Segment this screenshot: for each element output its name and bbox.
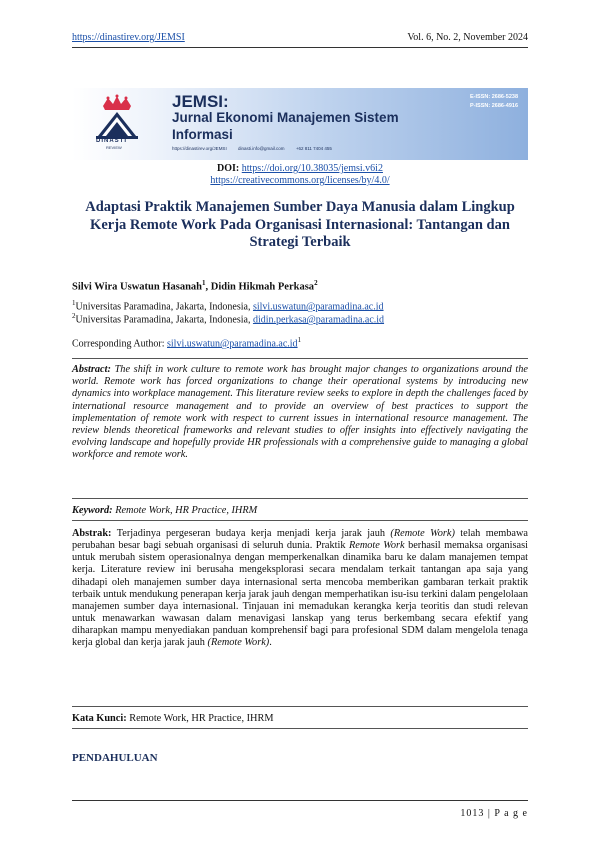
abstract-id-part-1: Terjadinya pergeseran budaya kerja menjadi kerja jarak jauh <box>116 528 386 539</box>
contact-web: https://dinastirev.org/JEMSI <box>172 146 227 151</box>
keywords-indonesian <box>72 713 528 724</box>
divider-kata-kunci-top <box>72 706 528 707</box>
corr-email-link[interactable]: silvi.uswatun@paramadina.ac.id <box>167 338 298 350</box>
corresponding-author: Corresponding Author: $silvi.uswatun@paramadina.ac.id^1$ <box>72 336 302 350</box>
eissn: E-ISSN: 2686-5238 <box>470 94 518 100</box>
footer-divider <box>72 800 528 801</box>
issn-block <box>470 93 518 111</box>
affiliation-2-text: Universitas Paramadina, Jakarta, Indonesia, <box>75 314 251 326</box>
abstract-id-label: Abstrak: <box>72 528 112 539</box>
affiliation-1-text: Universitas Paramadina, Jakarta, Indonesia, <box>75 301 251 313</box>
abstract-id-italic-1: (Remote Work) <box>390 528 455 539</box>
divider-kata-kunci-bottom <box>72 728 528 729</box>
journal-full-name: Jurnal Ekonomi Manajemen Sistem Informasi <box>172 110 399 142</box>
header-divider <box>72 47 528 48</box>
logo-text: DINASTI <box>96 138 127 144</box>
contact-line <box>172 146 342 151</box>
keyword-id-value: Remote Work, HR Practice, IHRM <box>129 713 274 724</box>
divider-keyword-top <box>72 498 528 499</box>
keyword-id-label: Kata Kunci: <box>72 713 127 724</box>
journal-url-link[interactable]: https://dinastirev.org/JEMSI <box>72 32 185 43</box>
affiliation-1: $^1$Universitas Paramadina, Jakarta, Indonesia, silvi.uswatun@paramadina.ac.id <box>72 299 384 313</box>
license-link[interactable]: https://creativecommons.org/licenses/by/4.0/ <box>210 175 390 186</box>
abstract-english <box>72 364 528 462</box>
doi-link[interactable]: https://doi.org/10.38035/jemsi.v6i2 <box>241 163 383 174</box>
pissn: P-ISSN: 2686-4916 <box>470 103 518 109</box>
paper-title: Adaptasi Praktik Manajemen Sumber Daya Manusia dalam Lingkup Kerja Remote Work Pada Organisasi Internasional: Tantangan dan Strategi Terbaik <box>85 199 515 250</box>
abstract-en-text: The shift in work culture to remote work has brought major changes to organizations around the world. Remote work has forced organizations to change their operational systems by introducing new dynamics into workplace management. This literature review seeks to explore in depth the challenges faced by international resource management and to provide an overview of best practices to support the implementation of remote work with respect to current issues in international resource management. The review blends theoretical frameworks and relevant studies to offer insights into effectively navigating the evolving landscape and hopefully provide HR professionals with a comprehensive guide to managing a global workforce and remote work. <box>72 364 528 461</box>
abstract-id-part-3: berhasil memaksa organisasi untuk merubah sistem operasionalnya dengan memperkenalkan dinamika baru ke dalam manajemen tempat kerja. Literature review ini berusaha mengeksplorasi secara mendalam terkait tantangan apa saja yang dihadapi oleh manajemen sumber daya internasional serta mencoba memberikan gambaran terkait praktik terbaik untuk mendukung penerapan kerja jarak jauh dengan memperhatikan isu-isu terkini dalam pengelolaan manajemen sumber daya internasional. Tinjauan ini memadukan kerangka kerja teoritis dan studi relevan untuk menawarkan wawasan dalam menavigasi lanskap yang terus berkembang secara efektif yang diharapkan mampu menyediakan panduan komprehensif bagi para profesional SDM dalam mengelola tenaga kerja global dan kerja jarak jauh <box>72 540 528 649</box>
abstract-id-italic-2: Remote Work <box>348 540 405 552</box>
abstract-en-label: Abstract: <box>72 364 111 375</box>
doi-label: DOI: <box>217 163 240 174</box>
contact-email: dinasti.info@gmail.com <box>237 146 285 151</box>
author-line: Silvi Wira Uswatun Hasanah$^1$, Didin Hikmah Perkasa$^2$ <box>72 279 318 293</box>
section-heading: PENDAHULUAN <box>72 752 158 764</box>
author-1: Silvi Wira Uswatun Hasanah <box>72 281 203 293</box>
page-number: 1013 | P a g e <box>460 808 528 819</box>
running-header <box>72 32 528 46</box>
email-1-link[interactable]: silvi.uswatun@paramadina.ac.id <box>252 301 384 313</box>
doi-block <box>72 163 528 187</box>
contact-phone: +62 811 7404 455 <box>295 146 332 151</box>
abstract-id-part-4: . <box>269 637 272 649</box>
keywords-english <box>72 505 528 516</box>
abstract-indonesian <box>72 528 528 650</box>
journal-banner <box>72 88 528 160</box>
author-2: Didin Hikmah Perkasa <box>210 281 315 293</box>
email-2-link[interactable]: didin.perkasa@paramadina.ac.id <box>252 314 385 326</box>
divider-keyword-bottom <box>72 520 528 521</box>
keyword-en-label: Keyword: <box>72 505 113 516</box>
journal-short-title: JEMSI: <box>172 92 229 111</box>
keyword-en-value: Remote Work, HR Practice, IHRM <box>115 505 258 516</box>
logo-subtext: REVIEW <box>106 145 122 150</box>
abstract-id-italic-3: (Remote Work) <box>207 637 270 649</box>
abstract-id-part-2: telah membawa perubahan besar bagi sebuah organisasi di seluruh dunia. Praktik <box>72 528 529 552</box>
corr-label: Corresponding Author: <box>72 338 165 350</box>
affiliation-2: $^2$Universitas Paramadina, Jakarta, Indonesia, didin.perkasa@paramadina.ac.id <box>72 312 385 326</box>
issue-info: Vol. 6, No. 2, November 2024 <box>407 32 528 43</box>
divider-abstract-top <box>72 358 528 359</box>
